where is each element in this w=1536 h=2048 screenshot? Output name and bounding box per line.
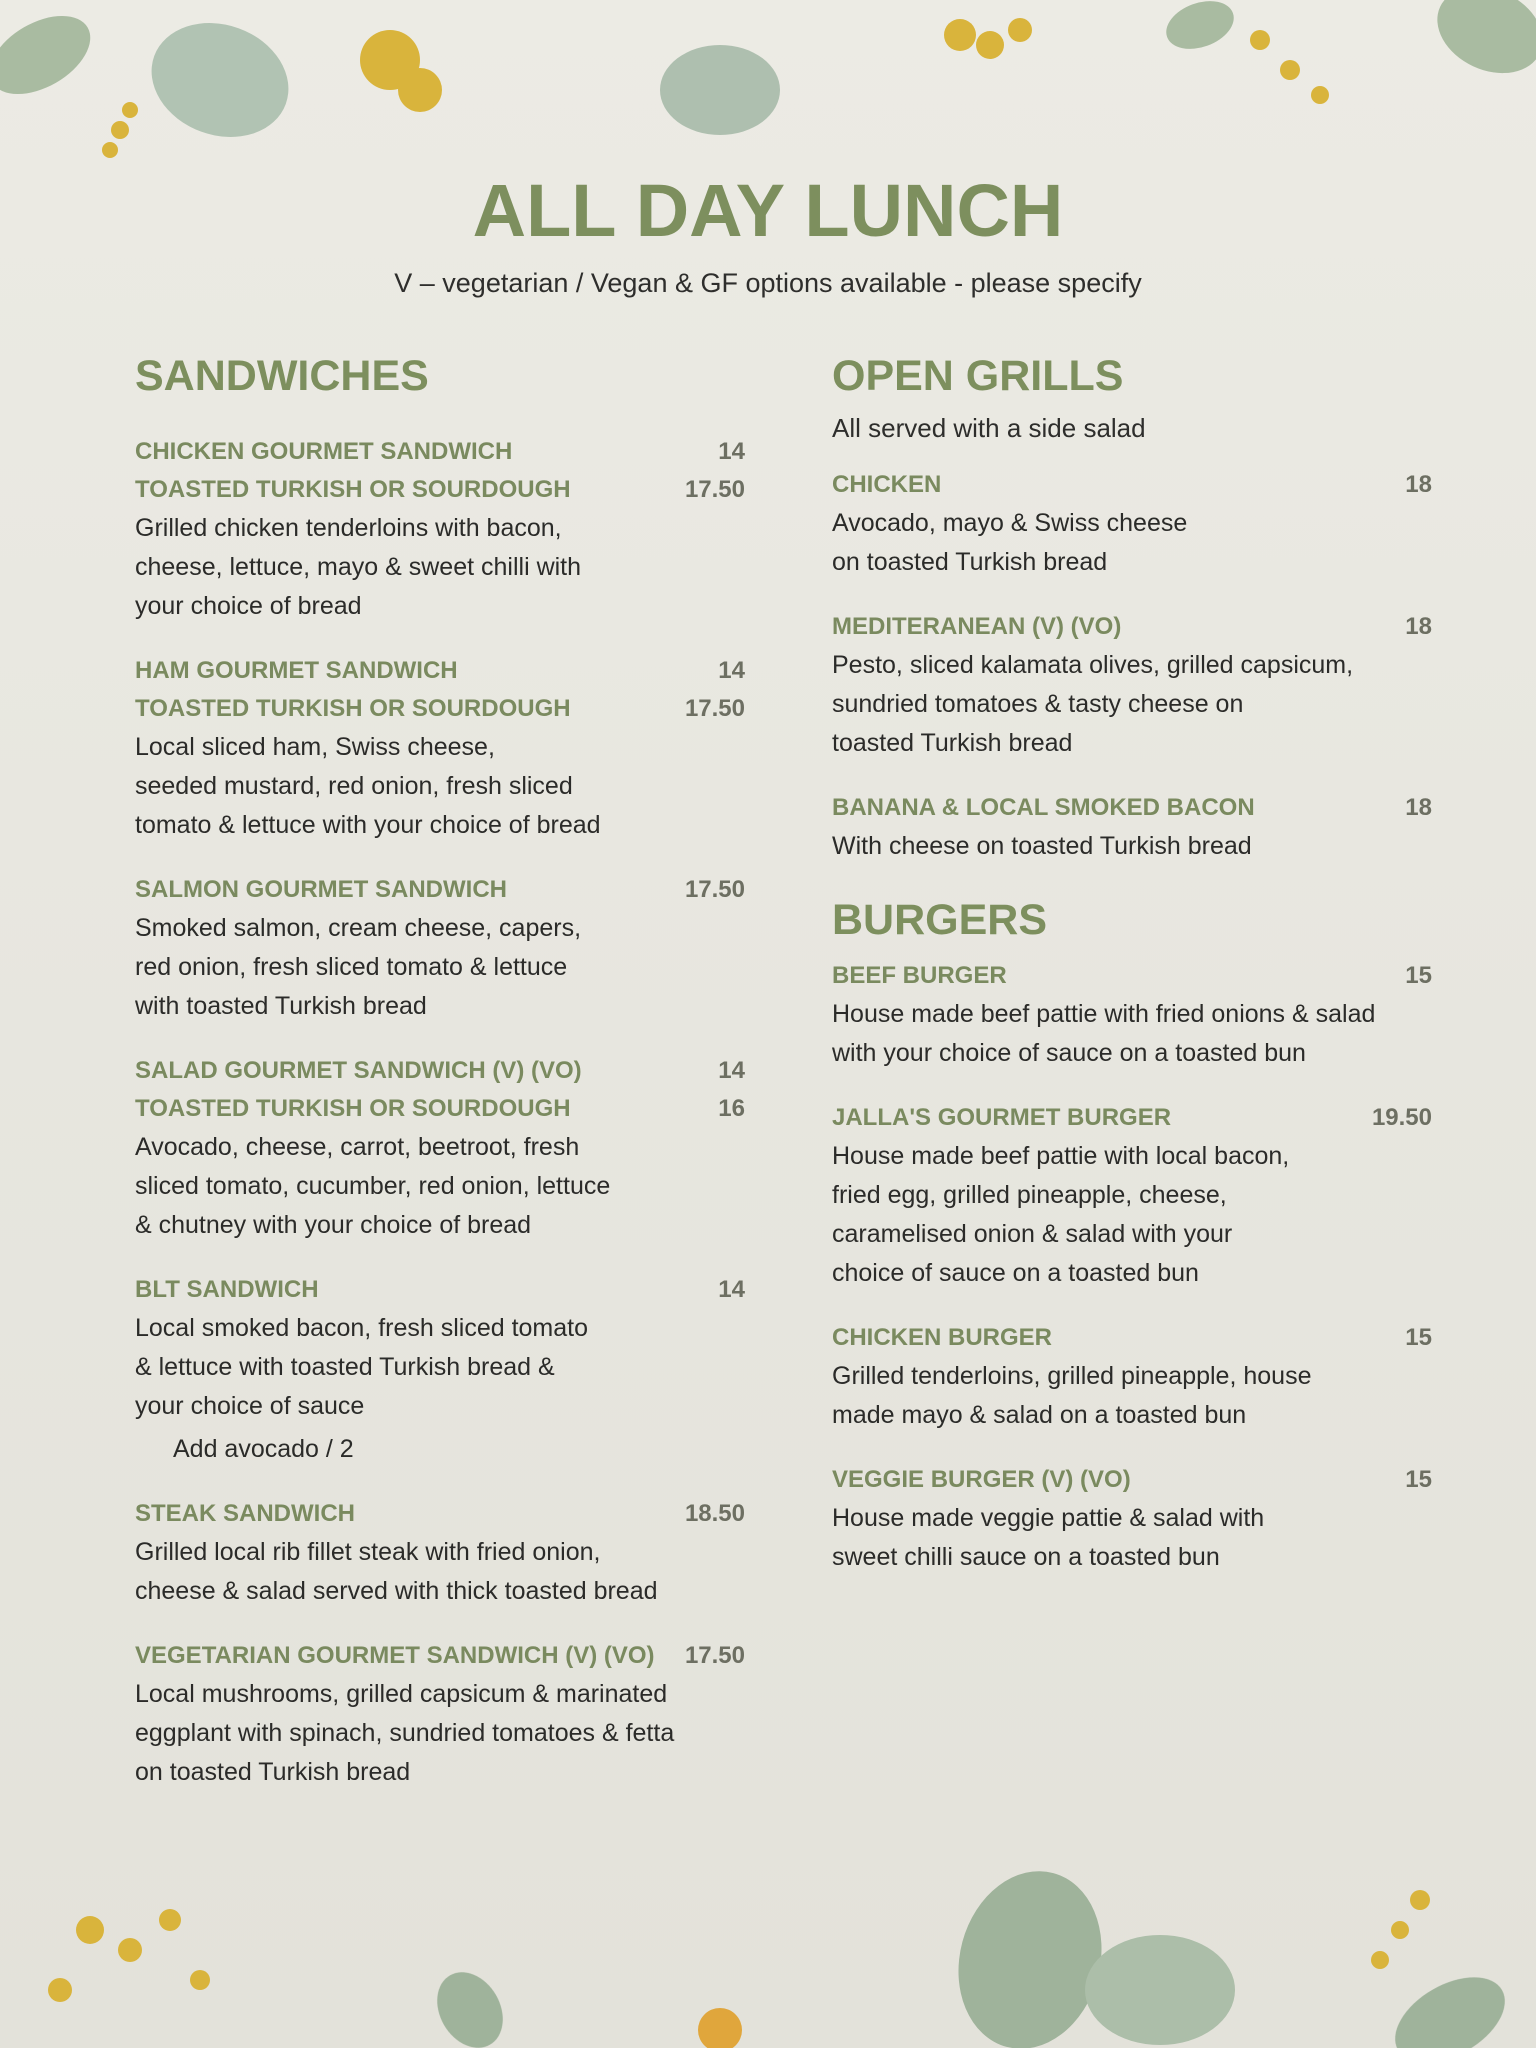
item-description-line: cheese, lettuce, mayo & sweet chilli with xyxy=(135,553,582,581)
item-name: MEDITERANEAN (V) (VO) xyxy=(832,613,1122,640)
section-heading-sandwiches: SANDWICHES xyxy=(135,352,429,400)
item-description-line: sundried tomatoes & tasty cheese on xyxy=(832,690,1244,718)
menu-item xyxy=(832,466,1432,582)
menu-item xyxy=(832,1099,1432,1293)
item-description-line: Grilled local rib fillet steak with fried onion, xyxy=(135,1538,601,1566)
menu-item xyxy=(135,1052,745,1245)
item-name: JALLA'S GOURMET BURGER xyxy=(832,1104,1172,1131)
item-price: 18 xyxy=(1405,471,1432,498)
item-addon: Add avocado / 2 xyxy=(173,1435,354,1463)
item-price: 16 xyxy=(718,1095,745,1122)
item-description-line: Grilled chicken tenderloins with bacon, xyxy=(135,514,562,542)
item-description-line: & lettuce with toasted Turkish bread & xyxy=(135,1353,555,1381)
item-name: TOASTED TURKISH OR SOURDOUGH xyxy=(135,476,571,503)
section-note: All served with a side salad xyxy=(832,413,1146,443)
menu-title: ALL DAY LUNCH xyxy=(472,169,1064,252)
menu-item xyxy=(135,1271,745,1469)
botanical-bottom-decoration xyxy=(0,1840,1536,2048)
menu-item xyxy=(832,789,1432,866)
item-price: 18.50 xyxy=(684,1500,745,1527)
item-price: 17.50 xyxy=(684,695,745,722)
item-price: 14 xyxy=(718,438,745,465)
menu-item xyxy=(135,652,745,845)
item-description-line: Pesto, sliced kalamata olives, grilled capsicum, xyxy=(832,651,1354,679)
item-name: HAM GOURMET SANDWICH xyxy=(135,657,458,684)
item-description-line: on toasted Turkish bread xyxy=(832,548,1108,576)
menu-item xyxy=(832,1461,1432,1577)
right-column xyxy=(832,352,1432,1603)
item-description-line: Grilled tenderloins, grilled pineapple, house xyxy=(832,1362,1312,1390)
item-name: BANANA & LOCAL SMOKED BACON xyxy=(832,794,1255,821)
menu-item xyxy=(832,1319,1432,1435)
item-price: 14 xyxy=(718,1276,745,1303)
item-description-line: Avocado, mayo & Swiss cheese xyxy=(832,509,1188,537)
item-description-line: fried egg, grilled pineapple, cheese, xyxy=(832,1181,1227,1209)
item-name: STEAK SANDWICH xyxy=(135,1500,355,1527)
item-name: TOASTED TURKISH OR SOURDOUGH xyxy=(135,695,571,722)
item-description-line: Smoked salmon, cream cheese, capers, xyxy=(135,914,582,942)
item-description-line: cheese & salad served with thick toasted bread xyxy=(135,1577,658,1605)
item-description-line: made mayo & salad on a toasted bun xyxy=(832,1401,1247,1429)
item-name: CHICKEN BURGER xyxy=(832,1324,1053,1351)
menu-item xyxy=(135,1495,745,1611)
open-grills-section xyxy=(832,352,1432,866)
item-name: SALMON GOURMET SANDWICH xyxy=(135,876,507,903)
item-description-line: House made veggie pattie & salad with xyxy=(832,1504,1265,1532)
item-name: CHICKEN xyxy=(832,471,942,498)
item-price: 15 xyxy=(1405,1466,1432,1493)
item-description-line: With cheese on toasted Turkish bread xyxy=(832,832,1252,860)
item-description-line: toasted Turkish bread xyxy=(832,729,1073,757)
item-name: TOASTED TURKISH OR SOURDOUGH xyxy=(135,1095,571,1122)
item-description-line: your choice of sauce xyxy=(135,1392,365,1420)
section-heading-burgers: BURGERS xyxy=(832,896,1048,944)
menu-subtitle: V – vegetarian / Vegan & GF options available - please specify xyxy=(394,268,1142,298)
menu-item xyxy=(832,957,1432,1073)
item-description-line: tomato & lettuce with your choice of bread xyxy=(135,811,601,839)
item-description-line: with your choice of sauce on a toasted bun xyxy=(832,1039,1306,1067)
item-description-line: Local smoked bacon, fresh sliced tomato xyxy=(135,1314,589,1342)
item-description-line: seeded mustard, red onion, fresh sliced xyxy=(135,772,573,800)
item-description-line: red onion, fresh sliced tomato & lettuce xyxy=(135,953,568,981)
item-name: CHICKEN GOURMET SANDWICH xyxy=(135,438,513,465)
sandwiches-section xyxy=(135,352,745,1818)
item-name: VEGETARIAN GOURMET SANDWICH (V) (VO) xyxy=(135,1642,655,1669)
menu-item xyxy=(832,608,1432,763)
item-description-line: Avocado, cheese, carrot, beetroot, fresh xyxy=(135,1133,580,1161)
item-price: 18 xyxy=(1405,794,1432,821)
item-price: 14 xyxy=(718,657,745,684)
item-name: BLT SANDWICH xyxy=(135,1276,319,1303)
menu-item xyxy=(135,1637,745,1792)
item-description-line: with toasted Turkish bread xyxy=(135,992,427,1020)
item-description-line: sweet chilli sauce on a toasted bun xyxy=(832,1543,1220,1571)
item-description-line: Local mushrooms, grilled capsicum & marinated xyxy=(135,1680,668,1708)
item-price: 15 xyxy=(1405,1324,1432,1351)
item-name: BEEF BURGER xyxy=(832,962,1007,989)
item-price: 17.50 xyxy=(684,1642,745,1669)
item-name: VEGGIE BURGER (V) (VO) xyxy=(832,1466,1131,1493)
item-description-line: House made beef pattie with fried onions & salad xyxy=(832,1000,1376,1028)
item-description-line: & chutney with your choice of bread xyxy=(135,1211,532,1239)
item-description-line: eggplant with spinach, sundried tomatoes & fetta xyxy=(135,1719,675,1747)
item-description-line: your choice of bread xyxy=(135,592,362,620)
item-name: SALAD GOURMET SANDWICH (V) (VO) xyxy=(135,1057,582,1084)
item-description-line: Local sliced ham, Swiss cheese, xyxy=(135,733,495,761)
item-price: 19.50 xyxy=(1371,1104,1432,1131)
menu-item xyxy=(135,433,745,626)
item-description-line: on toasted Turkish bread xyxy=(135,1758,411,1786)
burgers-section xyxy=(832,896,1432,1577)
item-description-line: House made beef pattie with local bacon, xyxy=(832,1142,1290,1170)
item-price: 18 xyxy=(1405,613,1432,640)
menu-item xyxy=(135,871,745,1026)
item-price: 15 xyxy=(1405,962,1432,989)
item-description-line: caramelised onion & salad with your xyxy=(832,1220,1233,1248)
item-description-line: sliced tomato, cucumber, red onion, lettuce xyxy=(135,1172,611,1200)
item-description-line: choice of sauce on a toasted bun xyxy=(832,1259,1199,1287)
section-heading-open-grills: OPEN GRILLS xyxy=(832,352,1124,400)
item-price: 17.50 xyxy=(684,476,745,503)
item-price: 14 xyxy=(718,1057,745,1084)
item-price: 17.50 xyxy=(684,876,745,903)
